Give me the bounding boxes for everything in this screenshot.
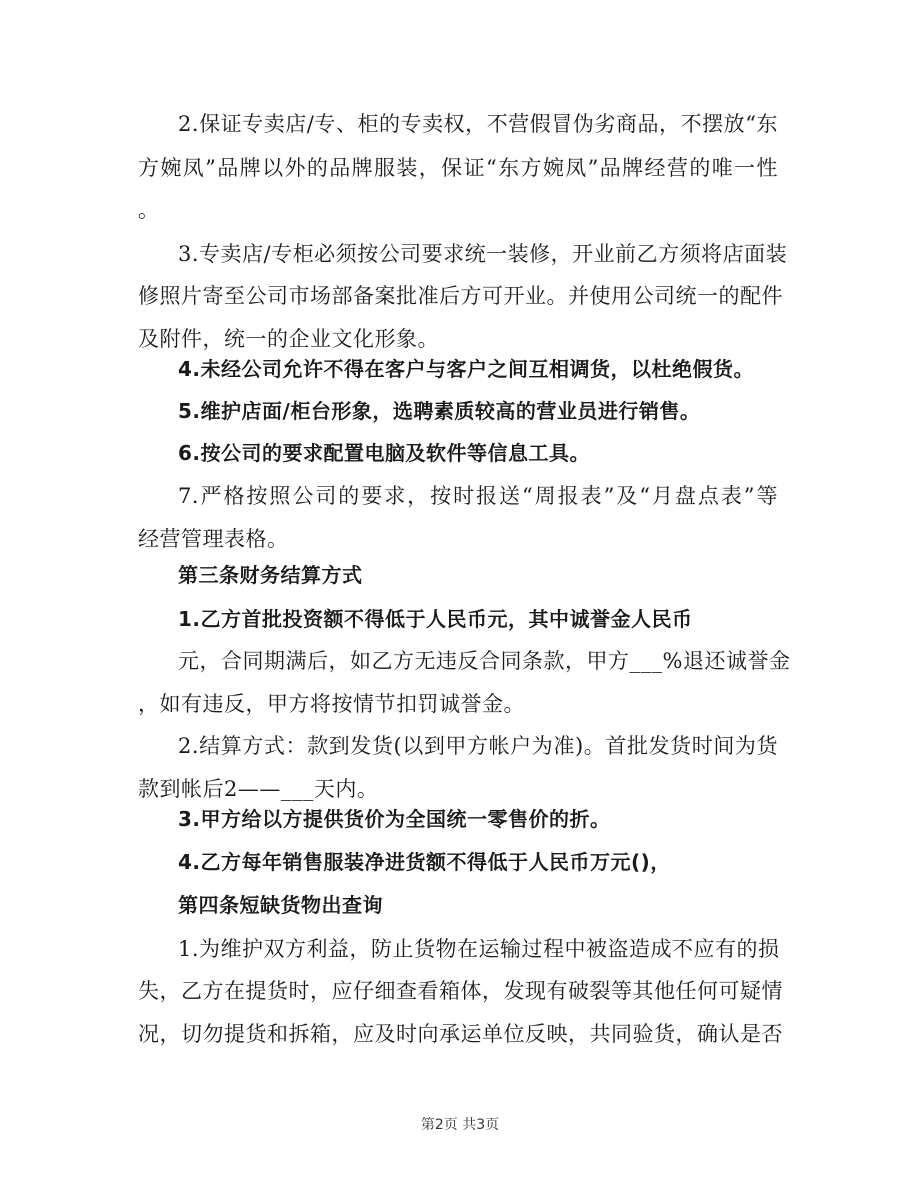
- paragraph-line: 及附件，统一的企业文化形象。: [138, 327, 439, 351]
- paragraph-line: 2.保证专卖店/专、柜的专卖权，不营假冒伪劣商品，不摆放“东: [178, 112, 778, 136]
- paragraph-line: ，如有违反，甲方将按情节扣罚诚誉金。: [138, 692, 525, 716]
- paragraph-line: 经营管理表格。: [138, 527, 289, 551]
- paragraph-line: 方婉凤”品牌以外的品牌服装，保证“东方婉凤”品牌经营的唯一性: [138, 156, 778, 180]
- paragraph-line: 3.专卖店/专柜必须按公司要求统一装修，开业前乙方须将店面装: [178, 242, 788, 266]
- paragraph-line: 。: [138, 198, 160, 222]
- paragraph-line-bold: 1.乙方首批投资额不得低于人民币元，其中诚誉金人民币: [178, 607, 693, 631]
- paragraph-line: 元，合同期满后，如乙方无违反合同条款，甲方___%退还诚誉金: [178, 649, 791, 673]
- paragraph-line: 况，切勿提货和拆箱，应及时向承运单位反映，共同验货，确认是否: [138, 1022, 783, 1046]
- page-footer: 第2页 共3页: [420, 1117, 500, 1133]
- paragraph-line-bold: 5.维护店面/柜台形象，选聘素质较高的营业员进行销售。: [178, 399, 701, 423]
- paragraph-line: 7.严格按照公司的要求，按时报送“周报表”及“月盘点表”等: [178, 484, 778, 508]
- paragraph-line-bold: 4.乙方每年销售服装净进货额不得低于人民币万元()，: [178, 850, 671, 874]
- paragraph-line-bold: 3.甲方给以方提供货价为全国统一零售价的折。: [178, 807, 611, 831]
- section-heading: 第三条财务结算方式: [178, 563, 363, 587]
- paragraph-line: 2.结算方式：款到发货(以到甲方帐户为准)。首批发货时间为货: [178, 734, 778, 758]
- paragraph-line-bold: 4.未经公司允许不得在客户与客户之间互相调货，以杜绝假货。: [178, 357, 755, 381]
- paragraph-line-bold: 6.按公司的要求配置电脑及软件等信息工具。: [178, 441, 591, 465]
- paragraph-line: 修照片寄至公司市场部备案批准后方可开业。并使用公司统一的配件: [138, 284, 783, 308]
- paragraph-line: 1.为维护双方利益，防止货物在运输过程中被盗造成不应有的损: [178, 937, 780, 961]
- section-heading: 第四条短缺货物出查询: [178, 893, 383, 917]
- paragraph-line: 款到帐后2——___天内。: [138, 777, 379, 801]
- paragraph-line: 失，乙方在提货时，应仔细查看箱体，发现有破裂等其他任何可疑情: [138, 979, 783, 1003]
